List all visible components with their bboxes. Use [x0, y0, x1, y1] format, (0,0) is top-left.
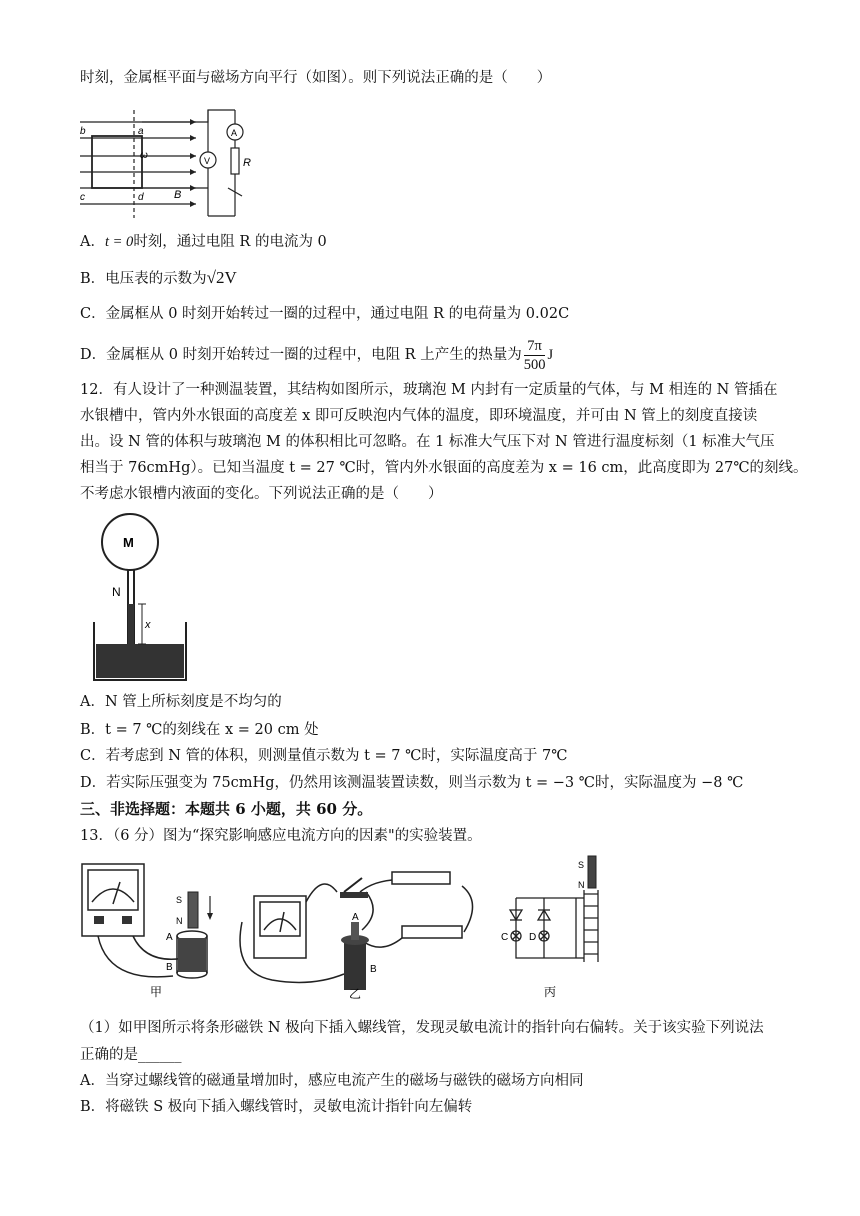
bing-magnet-S: S: [578, 860, 585, 870]
height-label-x: x: [145, 619, 151, 631]
q11-option-d: D．金属框从 0 时刻开始转过一圈的过程中，电阻 R 上产生的热量为 $\frac{7\pi}{500}$ J: [80, 337, 554, 373]
q12-line-3: 出。设 N 管的体积与玻璃泡 M 的体积相比可忽略。在 1 标准大气压下对 N 管进行温度标刻（1 标准大气压: [80, 434, 775, 450]
q12-figure: [90, 512, 190, 687]
resistor-label: R: [243, 157, 251, 169]
q11-option-b: B．电压表的示数为√2V: [80, 268, 237, 287]
yi-caption: 乙: [349, 987, 362, 1001]
q11-label-B: B: [174, 189, 182, 201]
yi-terminal-A: A: [352, 912, 359, 923]
jia-magnet-N: N: [176, 916, 183, 926]
q11-label-omega: ω: [140, 150, 148, 161]
q13-sub1-line-2: 正确的是______: [80, 1047, 182, 1063]
jia-terminal-B: B: [166, 962, 173, 973]
q11-intro: 时刻，金属框平面与磁场方向平行（如图）。则下列说法正确的是（ ）: [80, 70, 552, 86]
q11-label-a: a: [138, 126, 144, 137]
q12-line-1: 12．有人设计了一种测温装置，其结构如图所示，玻璃泡 M 内封有一定质量的气体，与 M 相连的 N 管插在: [80, 382, 778, 398]
q12-option-c: C．若考虑到 N 管的体积，则测量值示数为 t = 7 ℃时，实际温度高于 7℃: [80, 748, 568, 764]
q13-option-b: B．将磁铁 S 极向下插入螺线管时，灵敏电流计指针向左偏转: [80, 1099, 473, 1115]
ammeter-label: A: [231, 128, 238, 138]
q13-sub1-line-1: （1）如甲图所示将条形磁铁 N 极向下插入螺线管，发现灵敏电流计的指针向右偏转。关于该实验下列说法: [80, 1020, 764, 1036]
q13-intro: 13．（6 分）图为“探究影响感应电流方向的因素"的实验装置。: [80, 828, 482, 844]
bing-caption: 丙: [544, 985, 557, 999]
jia-terminal-A: A: [166, 932, 173, 943]
q11-label-c: c: [80, 192, 85, 203]
bing-magnet-N: N: [578, 880, 585, 890]
q13-figure-bing: [496, 850, 626, 1002]
voltmeter-label: V: [204, 156, 211, 166]
jia-magnet-S: S: [176, 895, 183, 905]
bulb-label-M: M: [123, 535, 134, 550]
q13-figure-jia: [78, 858, 238, 1003]
q13-figure-yi: [232, 862, 492, 1002]
q13-option-a: A．当穿过螺线管的磁通量增加时，感应电流产生的磁场与磁铁的磁场方向相同: [80, 1073, 584, 1089]
q12-line-2: 水银槽中，管内外水银面的高度差 x 即可反映泡内气体的温度，即环境温度，并可由 N 管上的刻度直接读: [80, 408, 758, 424]
q11-option-a: A．t = 0时刻，通过电阻 R 的电流为 0: [80, 234, 327, 250]
bing-lamp-D: D: [529, 932, 537, 943]
q11-option-c: C．金属框从 0 时刻开始转过一圈的过程中，通过电阻 R 的电荷量为 0.02C: [80, 306, 570, 322]
q12-line-5: 不考虑水银槽内液面的变化。下列说法正确的是（ ）: [80, 486, 443, 502]
q12-option-d: D．若实际压强变为 75cmHg，仍然用该测温装置读数，则当示数为 t = −3 ℃时，实际温度为 −8 ℃: [80, 775, 744, 791]
q12-line-4: 相当于 76cmHg）。已知当温度 t = 27 ℃时，管内外水银面的高度差为 x = 16 cm，此高度即为 27℃的刻线。: [80, 460, 808, 476]
bing-lamp-C: C: [501, 932, 509, 943]
yi-terminal-B: B: [370, 964, 377, 975]
q11-label-b: b: [80, 126, 86, 137]
q12-option-b: B．t = 7 ℃的刻线在 x = 20 cm 处: [80, 722, 319, 738]
q12-option-a: A．N 管上所标刻度是不均匀的: [80, 694, 282, 710]
q11-label-d: d: [138, 192, 144, 203]
tube-label-N: N: [112, 585, 121, 599]
jia-caption: 甲: [150, 985, 163, 999]
section-heading: 三、非选择题：本题共 6 小题，共 60 分。: [80, 800, 373, 818]
q11-figure: [78, 108, 278, 220]
